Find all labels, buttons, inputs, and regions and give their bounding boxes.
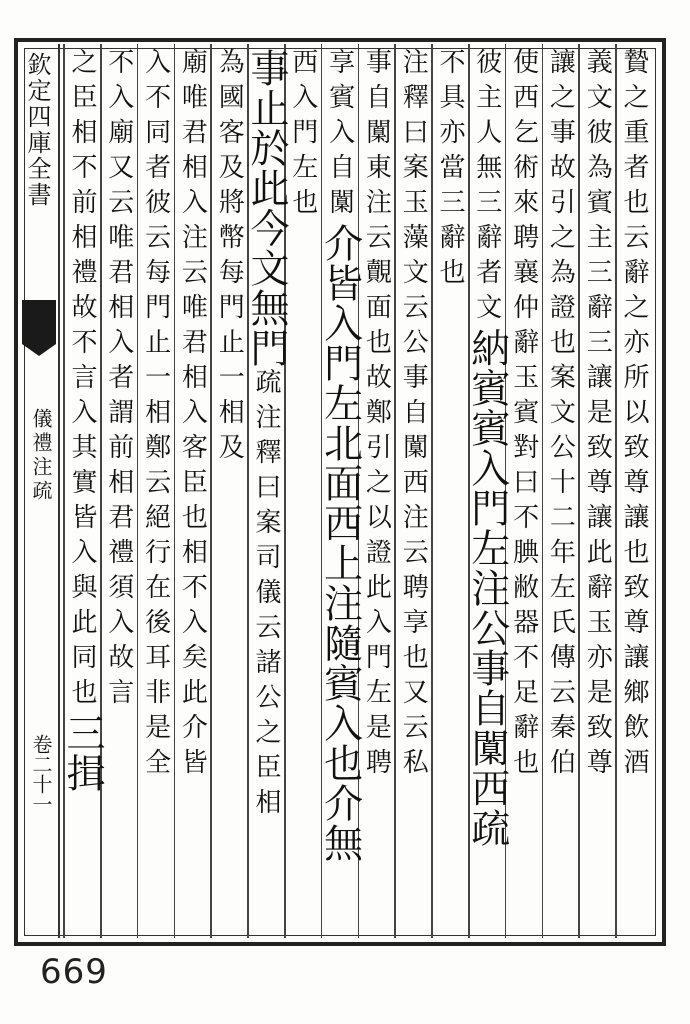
commentary-text: 事自闑東注云覿面也故鄭引之以證此入門左是聘 <box>361 48 392 783</box>
commentary-text: 不具亦當三辭也 <box>434 48 465 293</box>
commentary-text: 贄之重者也云辭之亦所以致尊讓也致尊讓鄉飲酒 <box>618 48 649 783</box>
commentary-text: 入不同者彼云每門止一相鄭云絕行在後耳非是全 <box>140 48 171 783</box>
classic-text: 納賓賓入門左注公事自闑西疏 <box>464 328 510 848</box>
page-number: 669 <box>40 952 108 992</box>
text-column <box>243 48 289 932</box>
fish-tail-ornament <box>22 300 56 344</box>
text-column <box>138 48 173 932</box>
commentary-text: 享賓入自闑 <box>324 48 355 223</box>
text-column <box>579 48 614 932</box>
text-column <box>285 48 320 932</box>
text-column <box>395 48 430 932</box>
text-column <box>211 48 246 932</box>
commentary-text: 使西乞術來聘襄仲辭玉賓對曰不腆敝器不足辭也 <box>508 48 539 783</box>
commentary-text: 讓之事故引之為證也案文公十二年左氏傳云秦伯 <box>545 48 576 783</box>
classic-text: 事止於此今文無門 <box>243 48 289 368</box>
commentary-text: 彼主人無三辭者文 <box>471 48 502 328</box>
text-column <box>543 48 578 932</box>
commentary-text: 義文彼為賓主三辭三讓是致尊讓此辭玉亦是致尊 <box>582 48 613 783</box>
commentary-text: 為國客及將幣每門止一相及 <box>214 48 245 468</box>
commentary-text: 西入門左也 <box>287 48 318 223</box>
text-column <box>616 48 651 932</box>
commentary-text: 廟唯君相入注云唯君相入客臣也相不入矣此介皆 <box>177 48 208 783</box>
classic-text: 介皆入門左北面西上注隨賓入也介無 <box>317 223 363 863</box>
commentary-text: 疏注釋曰案司儀云諸公之臣相 <box>250 368 281 823</box>
text-column <box>464 48 510 932</box>
text-column <box>432 48 467 932</box>
commentary-text: 注釋曰案玉藻文云公事自闑西注云聘享也又云私 <box>398 48 429 783</box>
commentary-text: 之臣相不前相禮故不言入其實皆入與此同也 <box>66 48 97 713</box>
margin-folio: 卷二十一 <box>29 734 53 814</box>
classic-text: 三揖 <box>59 713 105 793</box>
text-column <box>59 48 105 932</box>
text-column <box>175 48 210 932</box>
margin-book-title: 儀禮注疏 <box>29 408 53 504</box>
commentary-text: 不入廟又云唯君相入者謂前相君禮須入故言 <box>103 48 134 713</box>
text-column <box>506 48 541 932</box>
text-column <box>317 48 363 932</box>
margin-divider <box>58 44 60 938</box>
margin-collection-title: 欽定四庫全書 <box>23 52 51 208</box>
text-column <box>359 48 394 932</box>
text-column <box>101 48 136 932</box>
